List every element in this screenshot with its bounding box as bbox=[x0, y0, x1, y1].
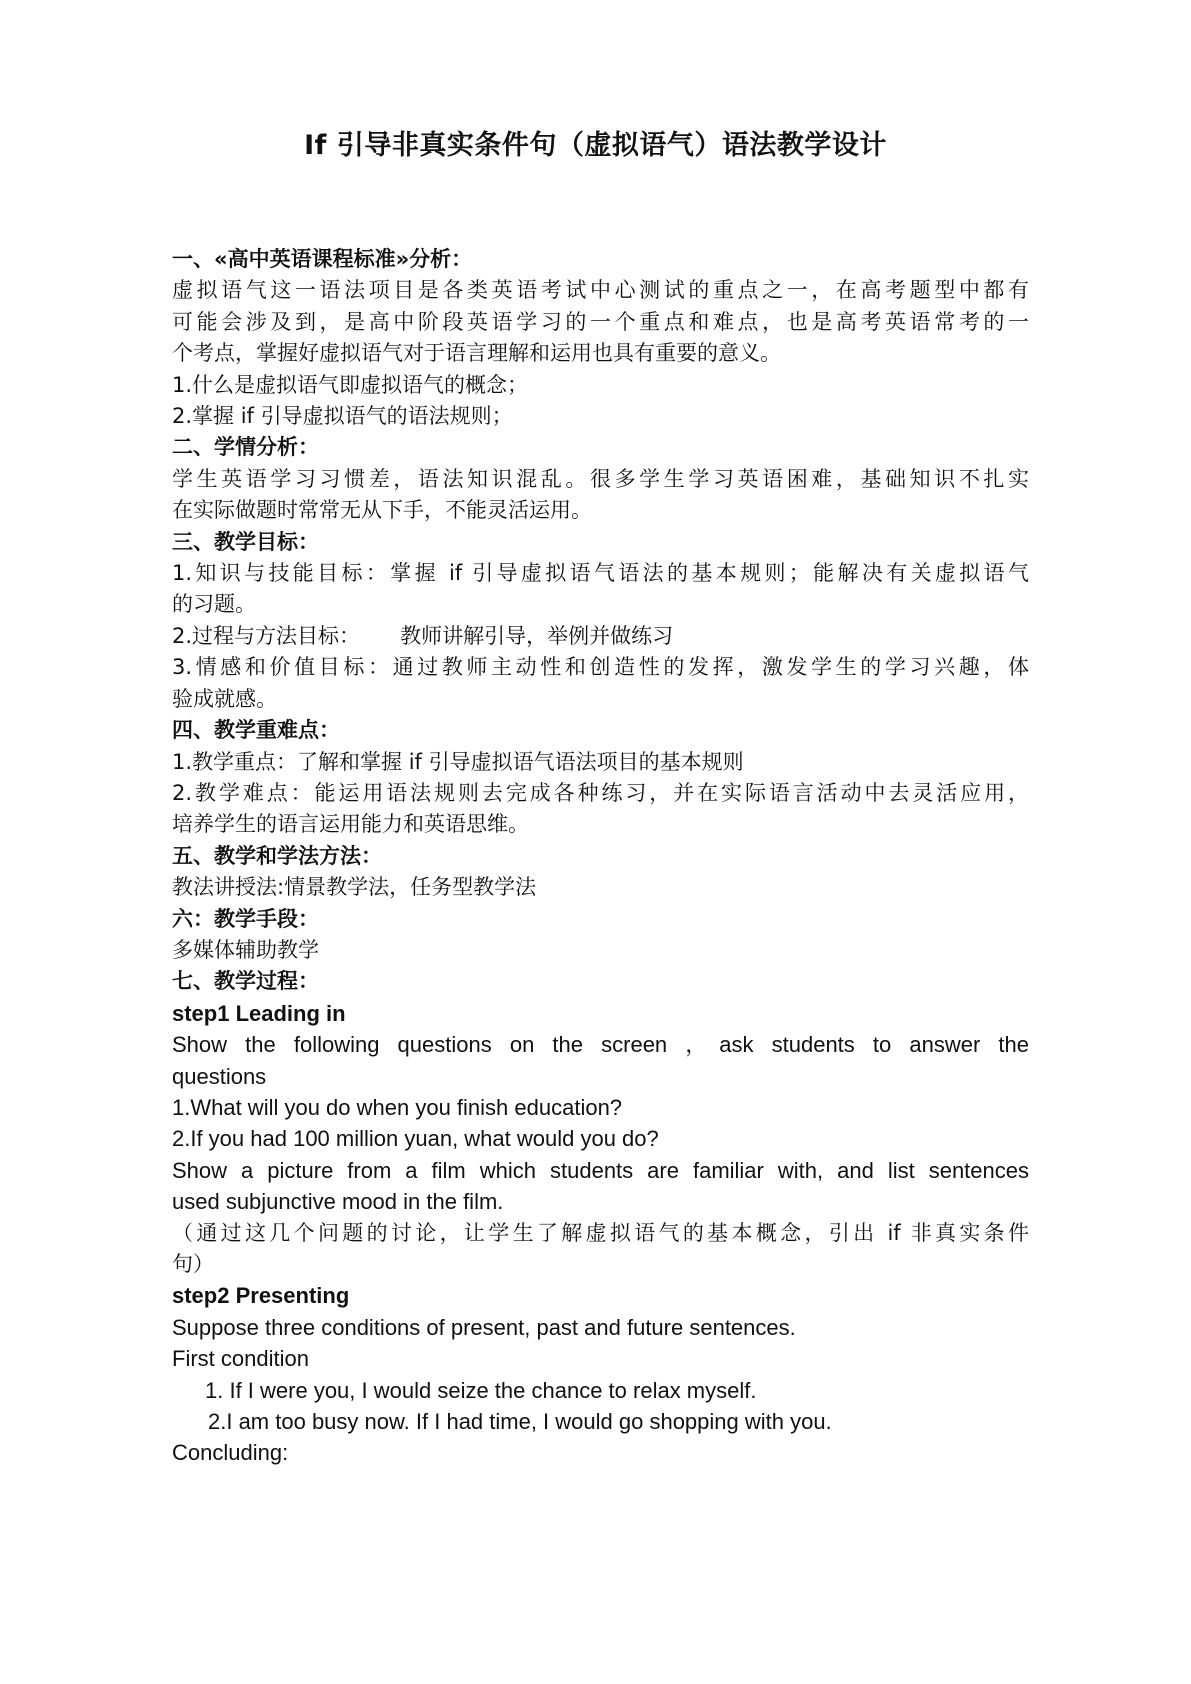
paragraph-line: Suppose three conditions of present, past and future sentences. bbox=[172, 1314, 796, 1340]
note-line: （通过这几个问题的讨论，让学生了解虚拟语气的基本概念，引出 if 非真实条件 bbox=[172, 1220, 1029, 1245]
paragraph-line: 虚拟语气这一语法项目是各类英语考试中心测试的重点之一，在高考题型中都有 bbox=[172, 278, 1029, 303]
section-heading: 六：教学手段： bbox=[172, 906, 319, 931]
list-item: 1.什么是虚拟语气即虚拟语气的概念； bbox=[172, 372, 529, 397]
note-line: 句） bbox=[172, 1252, 214, 1276]
document-title: If 引导非真实条件句（虚拟语气）语法教学设计 bbox=[304, 130, 887, 161]
paragraph-line: 多媒体辅助教学 bbox=[172, 937, 319, 962]
example-sentence: 1. If I were you, I would seize the chance to relax myself. bbox=[205, 1377, 757, 1403]
paragraph-line: Show a picture from a film which students are familiar with, and list sentences bbox=[172, 1157, 1029, 1183]
question-item: 1.What will you do when you finish education? bbox=[172, 1094, 623, 1120]
list-item-continued: 验成就感。 bbox=[172, 686, 277, 711]
step-heading: step1 Leading in bbox=[172, 1000, 346, 1026]
section-heading: 三、教学目标： bbox=[172, 529, 319, 554]
list-item: 2.掌握 if 引导虚拟语气的语法规则； bbox=[172, 404, 513, 429]
section-heading: 七、教学过程： bbox=[172, 969, 319, 994]
paragraph-line: used subjunctive mood in the film. bbox=[172, 1189, 504, 1215]
paragraph-line: 学生英语学习习惯差，语法知识混乱。很多学生学习英语困难，基础知识不扎实 bbox=[172, 466, 1029, 491]
section-heading: 五、教学和学法方法： bbox=[172, 843, 382, 868]
section-heading: 四、教学重难点： bbox=[172, 718, 340, 743]
list-item: 1.知识与技能目标：掌握 if 引导虚拟语气语法的基本规则；能解决有关虚拟语气 bbox=[172, 561, 1029, 586]
step-heading: step2 Presenting bbox=[172, 1283, 350, 1309]
paragraph-line: Show the following questions on the screen ，ask students to answer the bbox=[172, 1032, 1029, 1058]
list-item-continued: 的习题。 bbox=[172, 592, 256, 617]
list-item: 3.情感和价值目标：通过教师主动性和创造性的发挥，激发学生的学习兴趣，体 bbox=[172, 655, 1029, 680]
list-item: 2.过程与方法目标： 教师讲解引导，举例并做练习 bbox=[172, 623, 674, 648]
paragraph-line: 个考点，掌握好虚拟语气对于语言理解和运用也具有重要的意义。 bbox=[172, 341, 781, 366]
paragraph-line: 在实际做题时常常无从下手，不能灵活运用。 bbox=[172, 498, 592, 523]
example-sentence: 2.I am too busy now. If I had time, I would go shopping with you. bbox=[208, 1409, 832, 1435]
question-item: 2.If you had 100 million yuan, what would you do? bbox=[172, 1126, 659, 1152]
list-item: 2.教学难点：能运用语法规则去完成各种练习，并在实际语言活动中去灵活应用， bbox=[172, 780, 1029, 805]
paragraph-line: questions bbox=[172, 1063, 267, 1089]
paragraph-line: 教法讲授法:情景教学法，任务型教学法 bbox=[172, 875, 537, 900]
concluding-label: Concluding: bbox=[172, 1440, 289, 1466]
document-body bbox=[172, 244, 1029, 1469]
section-heading: 二、学情分析： bbox=[172, 435, 319, 460]
condition-label: First condition bbox=[172, 1346, 309, 1372]
list-item: 1.教学重点：了解和掌握 if 引导虚拟语气语法项目的基本规则 bbox=[172, 749, 744, 774]
section-heading: 一、«高中英语课程标准»分析： bbox=[172, 247, 473, 271]
paragraph-line: 可能会涉及到，是高中阶段英语学习的一个重点和难点，也是高考英语常考的一 bbox=[172, 309, 1029, 334]
list-item-continued: 培养学生的语言运用能力和英语思维。 bbox=[172, 812, 529, 837]
